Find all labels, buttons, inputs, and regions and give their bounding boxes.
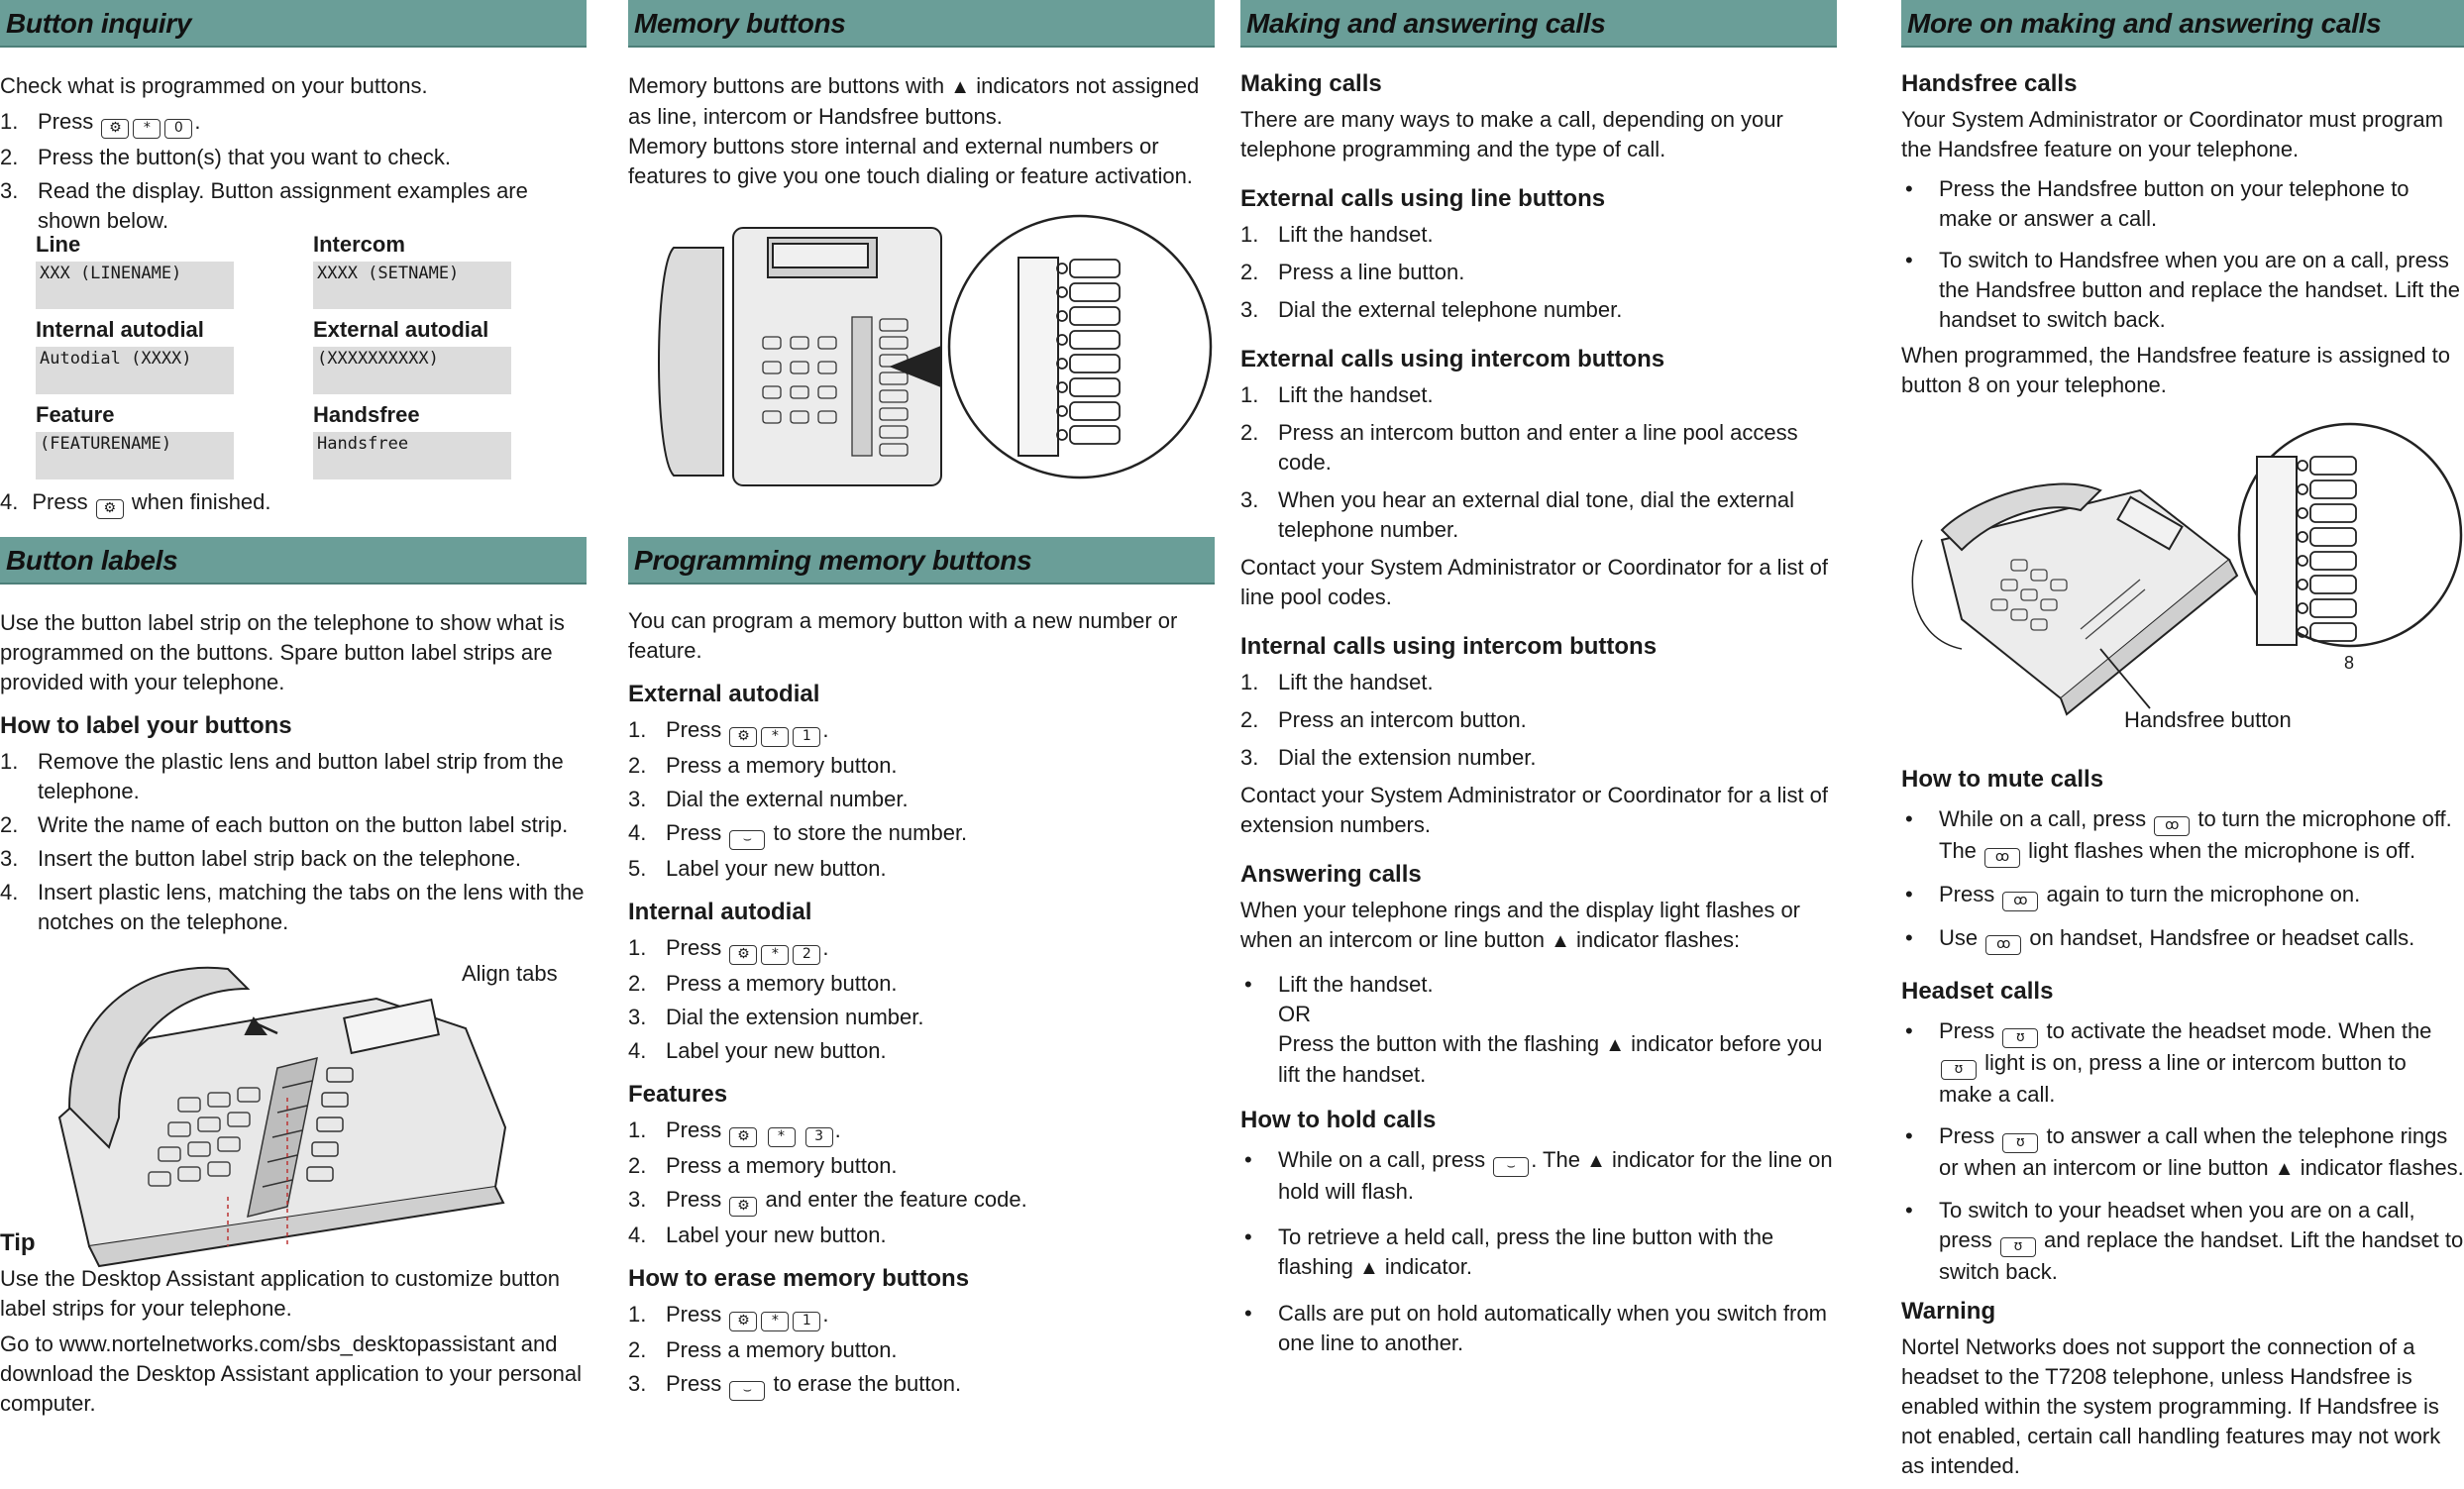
making-calls-text: There are many ways to make a call, depending on your telephone programming and the type of call. xyxy=(1240,107,1783,161)
list-item: 1. Remove the plastic lens and button label strip from the telephone. xyxy=(0,749,564,803)
internal-autodial-heading: Internal autodial xyxy=(628,899,812,925)
handsfree-heading: Handsfree calls xyxy=(1901,70,2078,97)
indicator-icon: ▲ xyxy=(2274,1158,2295,1180)
feature-key-icon: ⚙ xyxy=(729,1127,757,1147)
list-item: 3. Dial the extension number. xyxy=(628,1005,924,1029)
section-header-memory-buttons: Memory buttons xyxy=(628,0,1215,48)
indicator-icon: ▲ xyxy=(1358,1257,1379,1279)
list-item: 4. Label your new button. xyxy=(628,1038,887,1063)
star-key-icon: * xyxy=(761,727,789,747)
features-steps xyxy=(628,1116,1219,1250)
list-item: 2. Press a memory button. xyxy=(628,1153,898,1178)
erase-heading: How to erase memory buttons xyxy=(628,1265,970,1292)
list-item: 4. Insert plastic lens, matching the tabs on the lens with the notches on the telephone. xyxy=(0,880,585,934)
memory-text-2: Memory buttons store internal and external numbers or features to give you one touch dialing or feature activation. xyxy=(628,134,1193,188)
section-header-button-labels: Button labels xyxy=(0,537,587,585)
inquiry-intro: Check what is programmed on your buttons. xyxy=(0,73,428,98)
example-feature: Feature (FEATURENAME) xyxy=(36,400,234,479)
hold-heading: How to hold calls xyxy=(1240,1107,1437,1133)
zero-key-icon: 0 xyxy=(164,119,192,139)
mute-key-icon: ꝏ xyxy=(1985,935,2021,955)
ext-intercom-steps xyxy=(1240,380,1837,545)
feature-key-icon: ⚙ xyxy=(96,499,124,519)
list-item: • Calls are put on hold automatically when you switch from one line to another. xyxy=(1240,1299,1837,1358)
mute-bullets xyxy=(1901,804,2464,955)
list-item: • Lift the handset. OR Press the button with the flashing ▲ indicator before you lift the handset. xyxy=(1240,970,1837,1090)
feature-key-icon: ⚙ xyxy=(101,119,129,139)
programming-intro: You can program a memory button with a new number or feature. xyxy=(628,608,1178,663)
example-external-autodial: External autodial (XXXXXXXXXX) xyxy=(313,315,511,394)
mute-headset-section xyxy=(1901,765,2464,1487)
handsfree-note: When programmed, the Handsfree feature is assigned to button 8 on your telephone. xyxy=(1901,343,2450,397)
external-autodial-steps xyxy=(628,715,1219,884)
headset-key-icon: ʊ xyxy=(2002,1028,2038,1048)
list-item: 1. Press ⚙ * 1 . xyxy=(628,1300,1219,1331)
erase-steps xyxy=(628,1300,1219,1401)
inquiry-step-4: 4. Press ⚙ when finished. xyxy=(0,487,587,519)
external-autodial-heading: External autodial xyxy=(628,681,820,707)
programming-section xyxy=(628,606,1219,1405)
example-intercom: Intercom XXXX (SETNAME) xyxy=(313,230,511,309)
int-intercom-contact: Contact your System Administrator or Coordinator for a list of extension numbers. xyxy=(1240,783,1829,837)
star-key-icon: * xyxy=(761,945,789,965)
section-header-programming: Programming memory buttons xyxy=(628,537,1215,585)
headset-heading: Headset calls xyxy=(1901,978,2054,1005)
indicator-icon: ▲ xyxy=(1551,930,1570,952)
labels-howto-heading: How to label your buttons xyxy=(0,712,292,739)
answering-heading: Answering calls xyxy=(1240,861,1422,888)
list-item: 2. Press a line button. xyxy=(1240,260,1465,284)
star-key-icon: * xyxy=(768,1127,796,1147)
warning-text: Nortel Networks does not support the connection of a headset to the T7208 telephone, unless Handsfree is enabled within the system programming. If Handsfree is not enabled, certain call handling features may not work as intended. xyxy=(1901,1334,2441,1478)
display-examples xyxy=(36,230,531,487)
list-item: • To retrieve a held call, press the line button with the flashing ▲ indicator. xyxy=(1240,1223,1837,1283)
tip-text-2: Go to www.nortelnetworks.com/sbs_desktopassistant and download the Desktop Assistant application to your personal computer. xyxy=(0,1331,583,1416)
headset-key-icon: ʊ xyxy=(2000,1237,2036,1257)
list-item: 3. Read the display. Button assignment examples are shown below. xyxy=(0,178,528,233)
star-key-icon: * xyxy=(133,119,161,139)
list-item: 3. Dial the external telephone number. xyxy=(1240,297,1623,322)
hold-key-icon: ⌣ xyxy=(729,830,765,850)
phone-label-illustration xyxy=(30,949,545,1276)
align-tabs-callout: Align tabs xyxy=(462,961,558,986)
labels-steps xyxy=(0,747,587,937)
inquiry-steps xyxy=(0,107,587,236)
headset-key-icon: ʊ xyxy=(2002,1133,2038,1153)
answering-bullets xyxy=(1240,970,1837,1090)
list-item: 1. Press ⚙ * 2 . xyxy=(628,933,1219,965)
list-item: 3. When you hear an external dial tone, dial the external telephone number. xyxy=(1240,487,1794,542)
hold-bullets xyxy=(1240,1145,1837,1358)
section-header-making-answering: Making and answering calls xyxy=(1240,0,1837,48)
list-item: 3. Dial the external number. xyxy=(628,787,909,811)
one-key-icon: 1 xyxy=(793,1312,820,1331)
handsfree-button-number: 8 xyxy=(2343,653,2354,673)
handsfree-section xyxy=(1901,69,2464,406)
list-item: 3. Insert the button label strip back on the telephone. xyxy=(0,846,521,871)
list-item: • While on a call, press ⌣ . The ▲ indicator for the line on hold will flash. xyxy=(1240,1145,1837,1207)
list-item: 1. Press ⚙ * 3 . xyxy=(628,1116,1219,1147)
headset-key-icon: ʊ xyxy=(1941,1060,1977,1080)
list-item: 2. Write the name of each button on the button label strip. xyxy=(0,812,569,837)
handsfree-phone-illustration xyxy=(1902,421,2464,738)
star-key-icon: * xyxy=(761,1312,789,1331)
list-item: 5. Label your new button. xyxy=(628,856,887,881)
handsfree-text: Your System Administrator or Coordinator must program the Handsfree feature on your telephone. xyxy=(1901,107,2443,161)
headset-bullets xyxy=(1901,1016,2464,1287)
indicator-icon: ▲ xyxy=(1586,1150,1606,1172)
feature-key-icon: ⚙ xyxy=(729,945,757,965)
hold-key-icon: ⌣ xyxy=(729,1381,765,1401)
int-intercom-steps xyxy=(1240,668,1837,773)
making-calls-heading: Making calls xyxy=(1240,70,1382,97)
mute-key-icon: ꝏ xyxy=(2154,816,2190,836)
two-key-icon: 2 xyxy=(793,945,820,965)
indicator-icon: ▲ xyxy=(1605,1034,1626,1056)
list-item: • To switch to Handsfree when you are on a call, press the Handsfree button and replace the handset. Lift the handset to switch back. xyxy=(1901,246,2464,335)
int-intercom-heading: Internal calls using intercom buttons xyxy=(1240,633,1658,660)
button-inquiry-section xyxy=(0,71,587,240)
list-item: 2. Press a memory button. xyxy=(628,753,898,778)
indicator-icon: ▲ xyxy=(950,76,971,98)
warning-heading: Warning xyxy=(1901,1298,1996,1325)
three-key-icon: 3 xyxy=(805,1127,833,1147)
section-header-button-inquiry: Button inquiry xyxy=(0,0,587,48)
handsfree-button-label: Handsfree button xyxy=(2124,707,2292,732)
list-item: 1. Lift the handset. xyxy=(1240,382,1434,407)
button-labels-section xyxy=(0,608,587,941)
list-item: 3. Press ⚙ and enter the feature code. xyxy=(628,1185,1219,1217)
list-item: 2. Press the button(s) that you want to check. xyxy=(0,145,451,169)
ext-intercom-contact: Contact your System Administrator or Coordinator for a list of line pool codes. xyxy=(1240,555,1829,609)
list-item: 2. Press a memory button. xyxy=(628,1337,898,1362)
feature-key-icon: ⚙ xyxy=(729,727,757,747)
one-key-icon: 1 xyxy=(793,727,820,747)
memory-phone-illustration xyxy=(654,208,1219,505)
features-heading: Features xyxy=(628,1081,728,1108)
list-item: • Press ꝏ again to turn the microphone on. xyxy=(1901,880,2464,911)
ext-line-steps xyxy=(1240,220,1837,325)
list-item: 1. Lift the handset. xyxy=(1240,222,1434,247)
list-item: • While on a call, press ꝏ to turn the microphone off. The ꝏ light flashes when the microphone is off. xyxy=(1901,804,2464,868)
list-item: 1. Press ⚙ * 1 . xyxy=(628,715,1219,747)
tip-text-1: Use the Desktop Assistant application to customize button label strips for your telephone. xyxy=(0,1266,560,1321)
list-item: 3. Press ⌣ to erase the button. xyxy=(628,1369,1219,1401)
memory-buttons-section: Memory buttons are buttons with ▲ indicators not assigned as line, intercom or Handsfree buttons. Memory buttons store internal and external numbers or features to give you one touch dialing or feature activation. xyxy=(628,71,1219,197)
list-item: 4. Press ⌣ to store the number. xyxy=(628,818,1219,850)
tip-heading: Tip xyxy=(0,1229,36,1256)
making-answering-section: Making calls There are many ways to make a call, depending on your telephone programming and the type of call. External calls using line buttons 1. Lift the handset. 2. Press a line button. 3. Dial the external telephone number. External calls using intercom buttons 1. Lift the handset. 2. Press an intercom button and enter a line pool access code. 3. When you hear an external dial tone, dial the external telephone number. Contact your System Administrator or Coordinator for a list of line pool codes. Internal calls using intercom buttons 1. Lift the handset. 2. Press an intercom button. 3. Dial the extension number. Contact your System Administrator or Coordinator for a list of extension numbers. Answering calls When your telephone rings and the display light flashes or when an intercom or line button ▲ indicator flashes: • Lift the handset. OR Press the button with the flashing ▲ indicator before you lift the handset. How to hold calls • While on a call, press ⌣ . The ▲ indicator for the line on hold will flash. • To retrieve a held call, press the line button with the flashing ▲ indicator. • Calls are put on hold automatically when you switch from one line to another. xyxy=(1240,69,1837,1366)
list-item: • To switch to your headset when you are on a call, press ʊ and replace the handset. Lift the handset to switch back. xyxy=(1901,1196,2464,1287)
example-line: Line XXX (LINENAME) xyxy=(36,230,234,309)
internal-autodial-steps xyxy=(628,933,1219,1066)
mute-heading: How to mute calls xyxy=(1901,766,2104,793)
labels-intro: Use the button label strip on the telephone to show what is programmed on the buttons. Spare button label strips are provided with your telephone. xyxy=(0,610,565,694)
list-item: • Use ꝏ on handset, Handsfree or headset calls. xyxy=(1901,923,2464,955)
list-item: 3. Dial the extension number. xyxy=(1240,745,1537,770)
list-item: 2. Press an intercom button and enter a line pool access code. xyxy=(1240,420,1798,475)
tip-section xyxy=(0,1228,587,1425)
list-item: • Press the Handsfree button on your telephone to make or answer a call. xyxy=(1901,174,2464,234)
ext-line-heading: External calls using line buttons xyxy=(1240,185,1606,212)
mute-key-icon: ꝏ xyxy=(1984,848,2020,868)
example-handsfree: Handsfree Handsfree xyxy=(313,400,511,479)
example-internal-autodial: Internal autodial Autodial (XXXX) xyxy=(36,315,234,394)
list-item: • Press ʊ to answer a call when the telephone rings or when an intercom or line button ▲ indicator flashes. xyxy=(1901,1121,2464,1184)
list-item: 4. Label your new button. xyxy=(628,1223,887,1247)
ext-intercom-heading: External calls using intercom buttons xyxy=(1240,346,1665,372)
mute-key-icon: ꝏ xyxy=(2002,892,2038,911)
list-item: 2. Press an intercom button. xyxy=(1240,707,1527,732)
handsfree-bullets xyxy=(1901,174,2464,335)
hold-key-icon: ⌣ xyxy=(1493,1157,1529,1177)
feature-key-icon: ⚙ xyxy=(729,1197,757,1217)
list-item: 1. Press ⚙ * 0 . xyxy=(0,107,587,139)
feature-key-icon: ⚙ xyxy=(729,1312,757,1331)
list-item: 1. Lift the handset. xyxy=(1240,670,1434,694)
list-item: • Press ʊ to activate the headset mode. When the ʊ light is on, press a line or intercom button to make a call. xyxy=(1901,1016,2464,1110)
list-item: 2. Press a memory button. xyxy=(628,971,898,996)
section-header-more-calls: More on making and answering calls xyxy=(1901,0,2464,48)
